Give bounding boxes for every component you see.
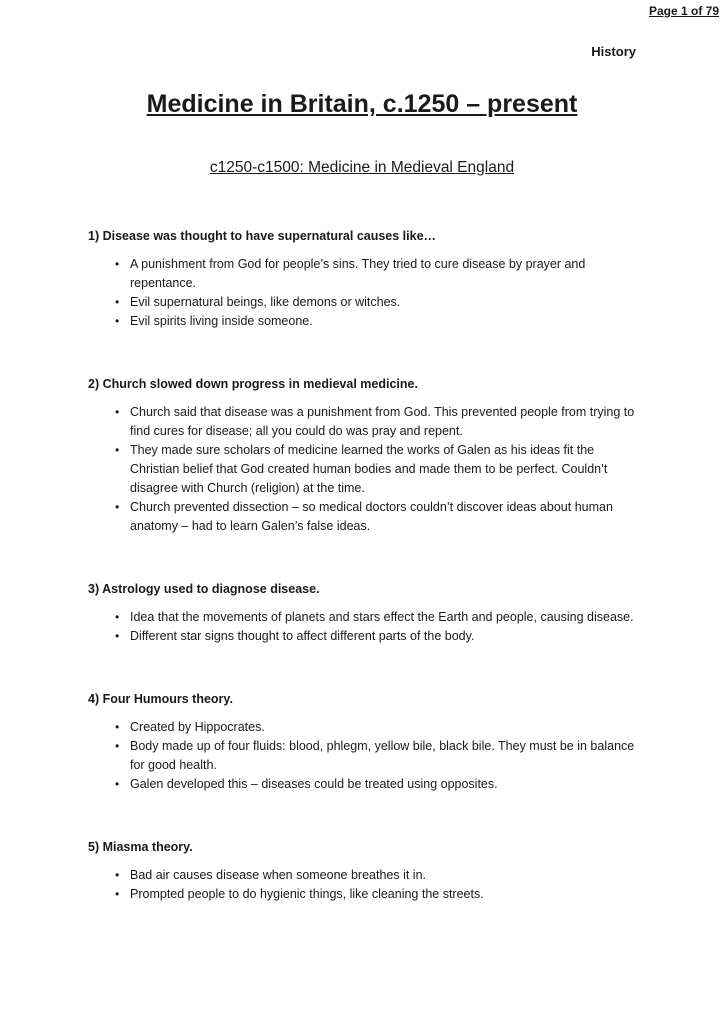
list-item: [88, 866, 636, 885]
bullet-icon: •: [115, 443, 120, 457]
bullet-list: [88, 718, 636, 794]
topic-heading: 3) Astrology used to diagnose disease.: [88, 582, 320, 596]
list-item: [88, 775, 636, 794]
list-item-text: Idea that the movements of planets and stars effect the Earth and people, causing disease.: [130, 610, 634, 624]
bullet-icon: •: [115, 257, 120, 271]
list-item: [88, 627, 636, 646]
list-item-text: A punishment from God for people’s sins. They tried to cure disease by prayer and repentance.: [130, 257, 586, 290]
bullet-list: [88, 608, 636, 646]
topic-section-1: [88, 227, 636, 331]
list-item: [88, 718, 636, 737]
list-item-text: Evil spirits living inside someone.: [130, 314, 313, 328]
list-item-text: Galen developed this – diseases could be treated using opposites.: [130, 777, 498, 791]
topic-section-3: [88, 580, 636, 646]
bullet-icon: •: [115, 887, 120, 901]
list-item-text: Created by Hippocrates.: [130, 720, 265, 734]
list-item: [88, 498, 636, 536]
bullet-icon: •: [115, 405, 120, 419]
document-title: Medicine in Britain, c.1250 – present: [146, 90, 578, 118]
list-item-text: Body made up of four fluids: blood, phlegm, yellow bile, black bile. They must be in balance for good health.: [130, 739, 635, 772]
bullet-icon: •: [115, 295, 120, 309]
list-item: [88, 608, 636, 627]
document-content: [0, 44, 724, 904]
course-header-label: History: [591, 44, 636, 59]
bullet-list: [88, 255, 636, 331]
list-item-text: Different star signs thought to affect different parts of the body.: [130, 629, 475, 643]
bullet-icon: •: [115, 868, 120, 882]
bullet-list: [88, 866, 636, 904]
topic-heading: 5) Miasma theory.: [88, 840, 193, 854]
list-item-text: Evil supernatural beings, like demons or witches.: [130, 295, 401, 309]
topic-section-4: [88, 690, 636, 794]
bullet-icon: •: [115, 629, 120, 643]
topic-heading: 4) Four Humours theory.: [88, 692, 233, 706]
list-item-text: Bad air causes disease when someone breathes it in.: [130, 868, 427, 882]
list-item: [88, 441, 636, 498]
list-item-text: They made sure scholars of medicine learned the works of Galen as his ideas fit the Christian belief that God created human bodies and made them to be perfect. Couldn’t disagree with Church (religion) at the time.: [130, 443, 608, 495]
list-item: [88, 312, 636, 331]
list-item: [88, 293, 636, 312]
bullet-icon: •: [115, 739, 120, 753]
list-item-text: Prompted people to do hygienic things, like cleaning the streets.: [130, 887, 484, 901]
page-number-indicator: Page 1 of 79: [648, 4, 719, 18]
list-item: [88, 737, 636, 775]
list-item: [88, 403, 636, 441]
topic-section-5: [88, 838, 636, 904]
topic-heading: 1) Disease was thought to have supernatural causes like…: [88, 229, 437, 243]
topic-heading: 2) Church slowed down progress in medieval medicine.: [88, 377, 418, 391]
list-item-text: Church said that disease was a punishment from God. This prevented people from trying to find cures for disease; all you could do was pray and repent.: [130, 405, 635, 438]
bullet-list: [88, 403, 636, 536]
list-item: [88, 255, 636, 293]
bullet-icon: •: [115, 500, 120, 514]
list-item-text: Church prevented dissection – so medical doctors couldn’t discover ideas about human anatomy – had to learn Galen’s false ideas.: [130, 500, 613, 533]
bullet-icon: •: [115, 610, 120, 624]
chapter-subtitle: c1250-c1500: Medicine in Medieval England: [209, 159, 515, 176]
list-item: [88, 885, 636, 904]
bullet-icon: •: [115, 314, 120, 328]
topic-section-2: [88, 375, 636, 536]
bullet-icon: •: [115, 777, 120, 791]
bullet-icon: •: [115, 720, 120, 734]
